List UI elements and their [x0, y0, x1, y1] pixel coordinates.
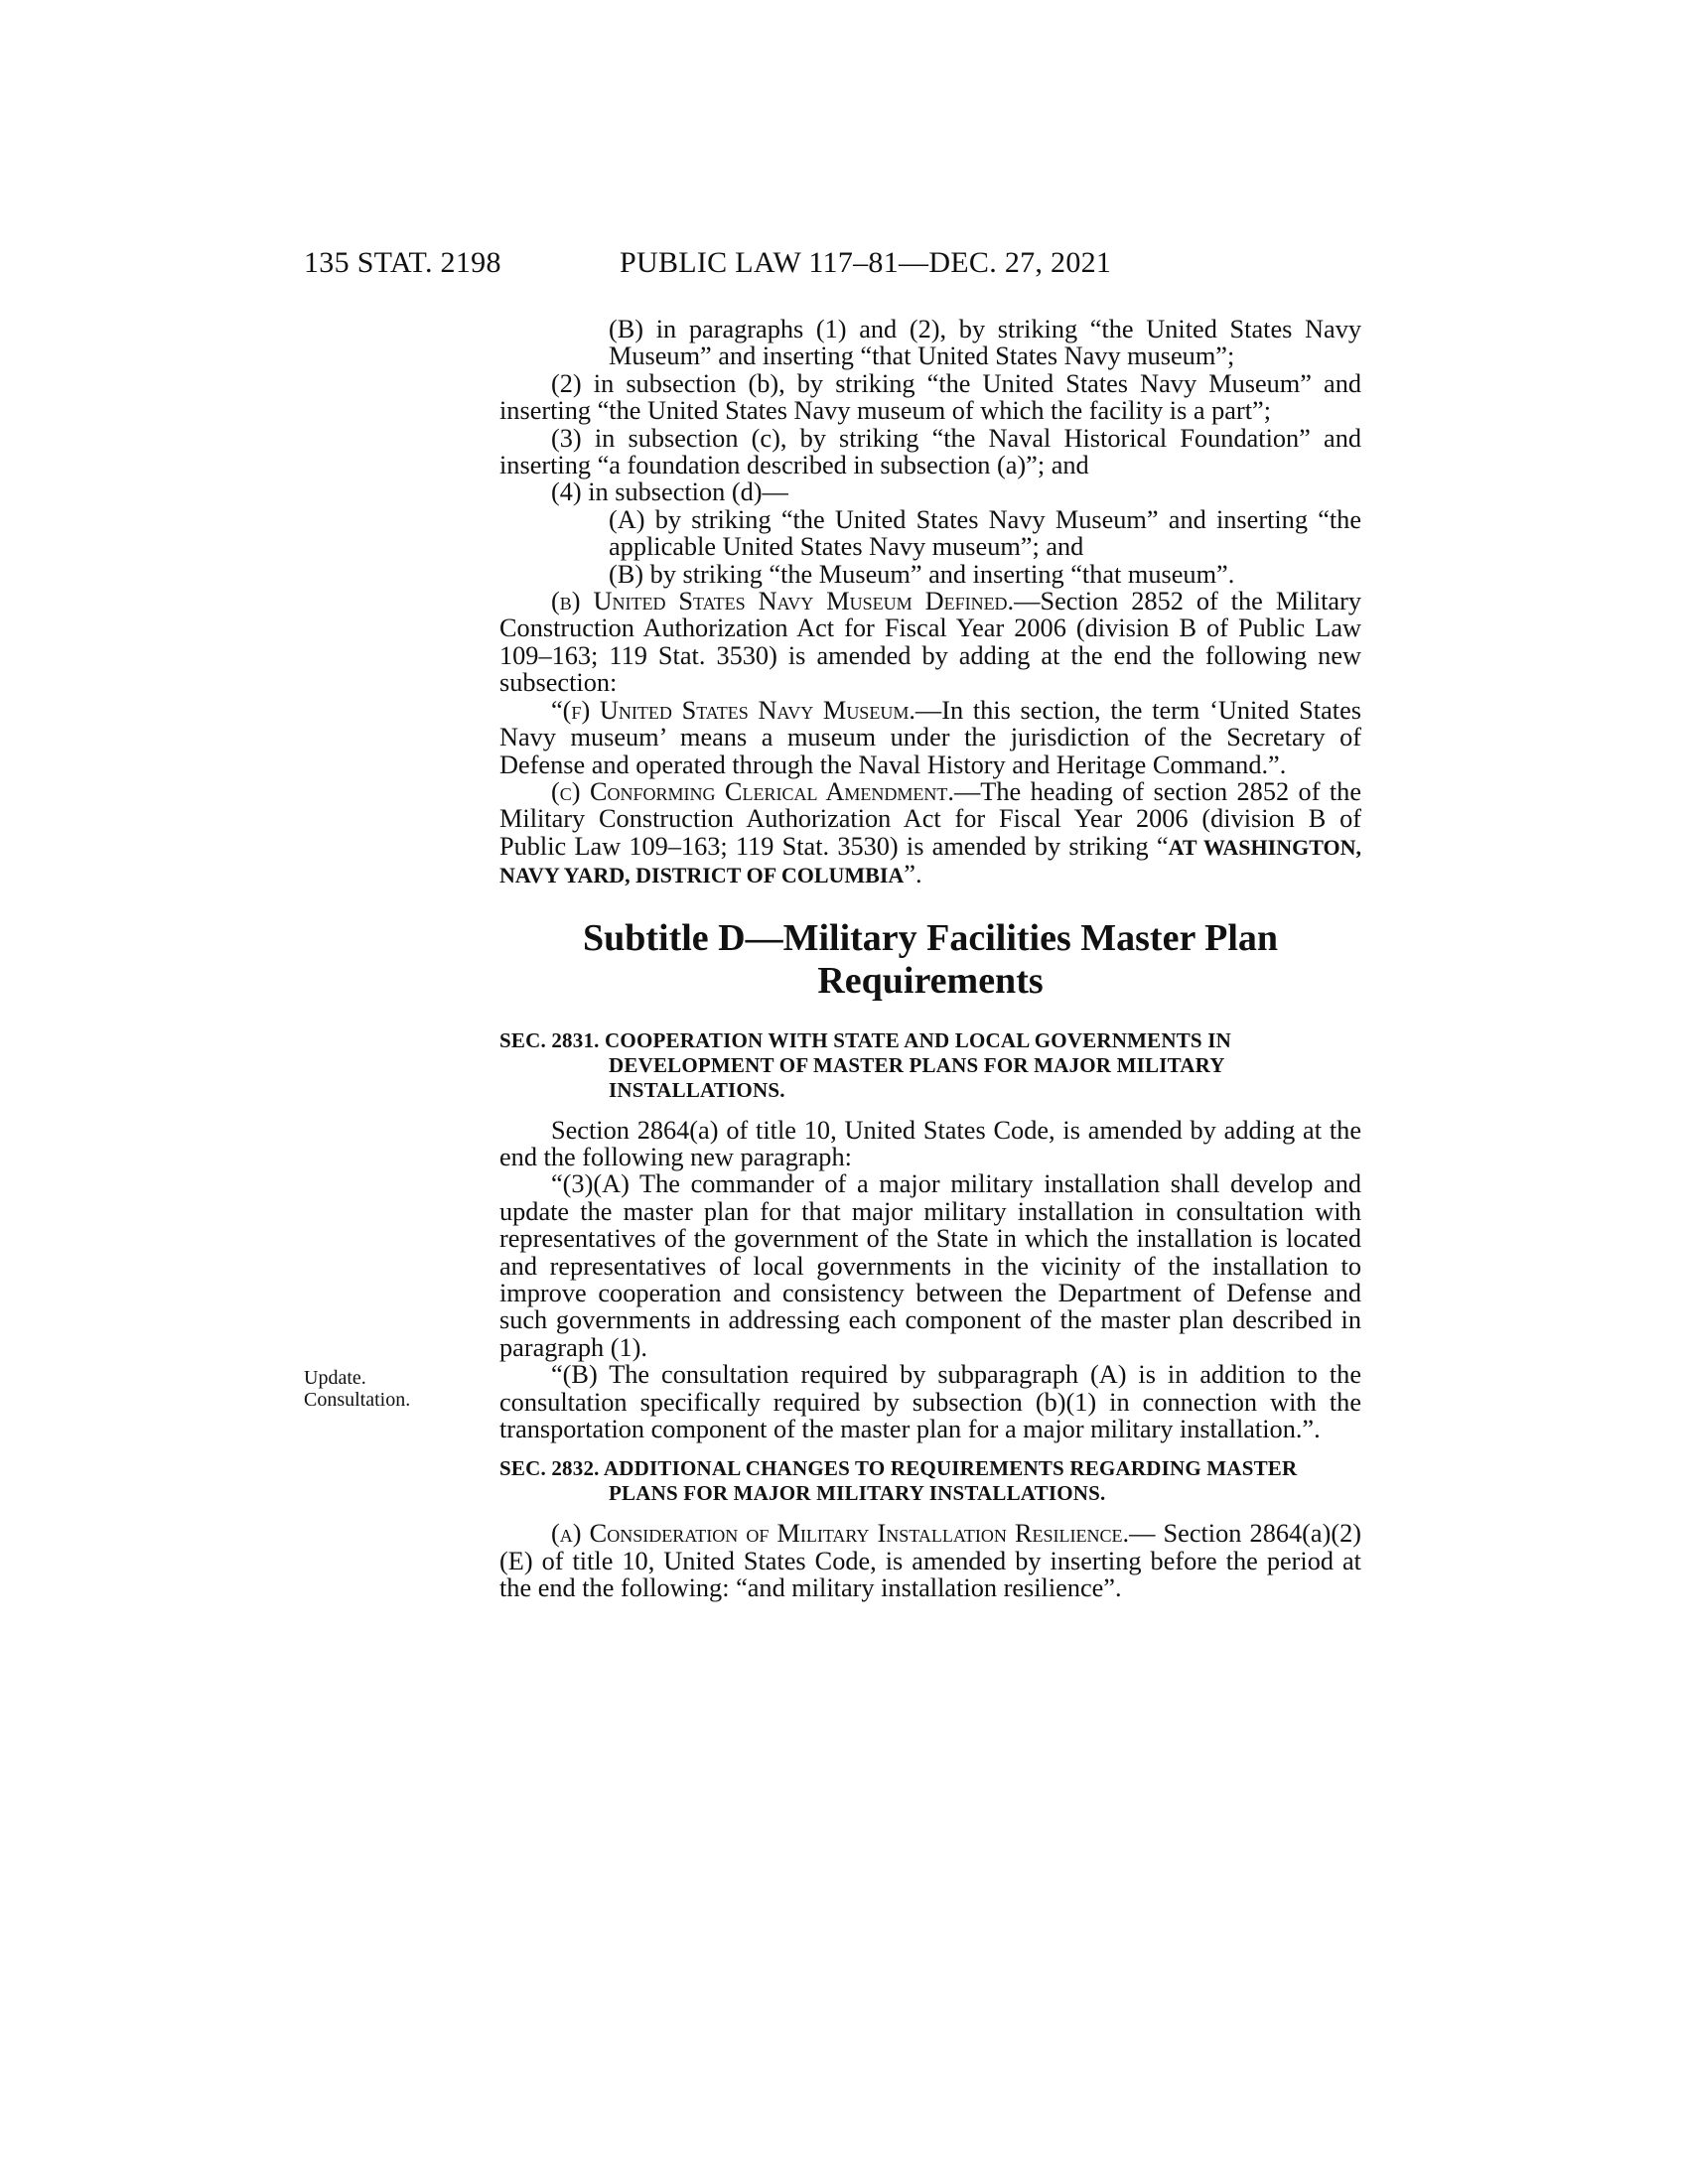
paragraph-text: (B) in paragraphs (1) and (2), by striking “the United States Navy Museum” and inserting “that United States Navy museum”;	[609, 315, 1361, 371]
margin-note-consultation: Consultation.	[304, 1389, 411, 1411]
subsection-heading: “(f) United States Navy Museum.	[551, 695, 915, 725]
paragraph-text: —The heading of section 2852 of the Military Construction Authorization Act for Fiscal Year 2006 (division B of Public Law 109–163; 119 Stat. 3530) is amended by striking “	[499, 776, 1362, 861]
paragraph	[499, 478, 1361, 505]
paragraph-text: “(B) The consultation required by subparagraph (A) is in addition to the consultation specifically required by subsection (b)(1) in connection with the transportation component of the master plan for a major military installation.”.	[499, 1360, 1361, 1443]
paragraph-text: —Section 2852 of the Military Construction Authorization Act for Fiscal Year 2006 (division B of Public Law 109–163; 119 Stat. 3530) is amended by adding at the end the following new subsection:	[499, 587, 1361, 698]
struck-heading-text: AT WASHINGTON, NAVY YARD, DISTRICT OF COLUMBIA	[499, 834, 1361, 888]
section-heading: SEC. 2832. ADDITIONAL CHANGES TO REQUIREMENTS REGARDING MASTER PLANS FOR MAJOR MILITARY INSTALLATIONS.	[499, 1456, 1298, 1506]
subtitle-line: Requirements	[817, 959, 1044, 1002]
paragraph	[499, 316, 1361, 370]
paragraph	[499, 425, 1361, 479]
paragraph	[499, 1170, 1361, 1361]
paragraph-text: — Section 2864(a)(2)(E) of title 10, United States Code, is amended by inserting before the period at the end the following: “and military installation resilience”.	[499, 1519, 1361, 1603]
section-heading: SEC. 2831. COOPERATION WITH STATE AND LOCAL GOVERNMENTS IN DEVELOPMENT OF MASTER PLANS FOR MAJOR MILITARY INSTALLATIONS.	[499, 1027, 1232, 1102]
paragraph-text: Section 2864(a) of title 10, United States Code, is amended by adding at the end the following new paragraph:	[499, 1115, 1361, 1171]
paragraph	[499, 697, 1361, 778]
paragraph	[499, 778, 1361, 889]
paragraph	[499, 588, 1361, 697]
subsection-heading: (b) United States Navy Museum Defined.	[551, 587, 1015, 616]
paragraph	[499, 1361, 1361, 1442]
paragraph-text: (B) by striking “the Museum” and inserting “that museum”.	[609, 559, 1235, 589]
paragraph	[499, 561, 1361, 588]
paragraph-text: (A) by striking “the United States Navy Museum” and inserting “the applicable United States Navy museum”; and	[609, 504, 1361, 562]
public-law-citation: PUBLIC LAW 117–81—DEC. 27, 2021	[620, 246, 1112, 279]
main-text-column	[499, 316, 1361, 1602]
paragraph	[499, 506, 1361, 561]
paragraph-text: “(3)(A) The commander of a major military installation shall develop and update the master plan for that major military installation in consultation with representatives of the government of the State in which the installation is located and representatives of local governments in the vicinity of the installation to improve cooperation and consistency between the Department of Defense and such governments in addressing each component of the master plan described in paragraph (1).	[499, 1169, 1361, 1362]
subtitle-heading	[499, 917, 1361, 1003]
subtitle-line: Subtitle D—Military Facilities Master Plan	[582, 916, 1279, 959]
subsection-heading: (a) Consideration of Military Installation Resilience.	[551, 1519, 1130, 1549]
page-header	[0, 246, 1688, 286]
stat-citation: 135 STAT. 2198	[304, 246, 501, 279]
paragraph-text: (2) in subsection (b), by striking “the United States Navy Museum” and inserting “the United States Navy museum of which the facility is a part”;	[499, 368, 1361, 426]
paragraph-text: ”.	[904, 860, 922, 889]
paragraph	[499, 370, 1361, 425]
paragraph-text: (4) in subsection (d)—	[551, 478, 788, 507]
subsection-heading: (c) Conforming Clerical Amendment.	[551, 776, 954, 806]
paragraph-text: (3) in subsection (c), by striking “the Naval Historical Foundation” and inserting “a foundation described in subsection (a)”; and	[499, 423, 1361, 480]
paragraph-text: —In this section, the term ‘United States Navy museum’ means a museum under the jurisdiction of the Secretary of Defense and operated through the Naval History and Heritage Command.”.	[499, 695, 1361, 779]
paragraph	[499, 1117, 1361, 1171]
paragraph	[499, 1520, 1361, 1601]
margin-note-update: Update.	[304, 1367, 366, 1389]
